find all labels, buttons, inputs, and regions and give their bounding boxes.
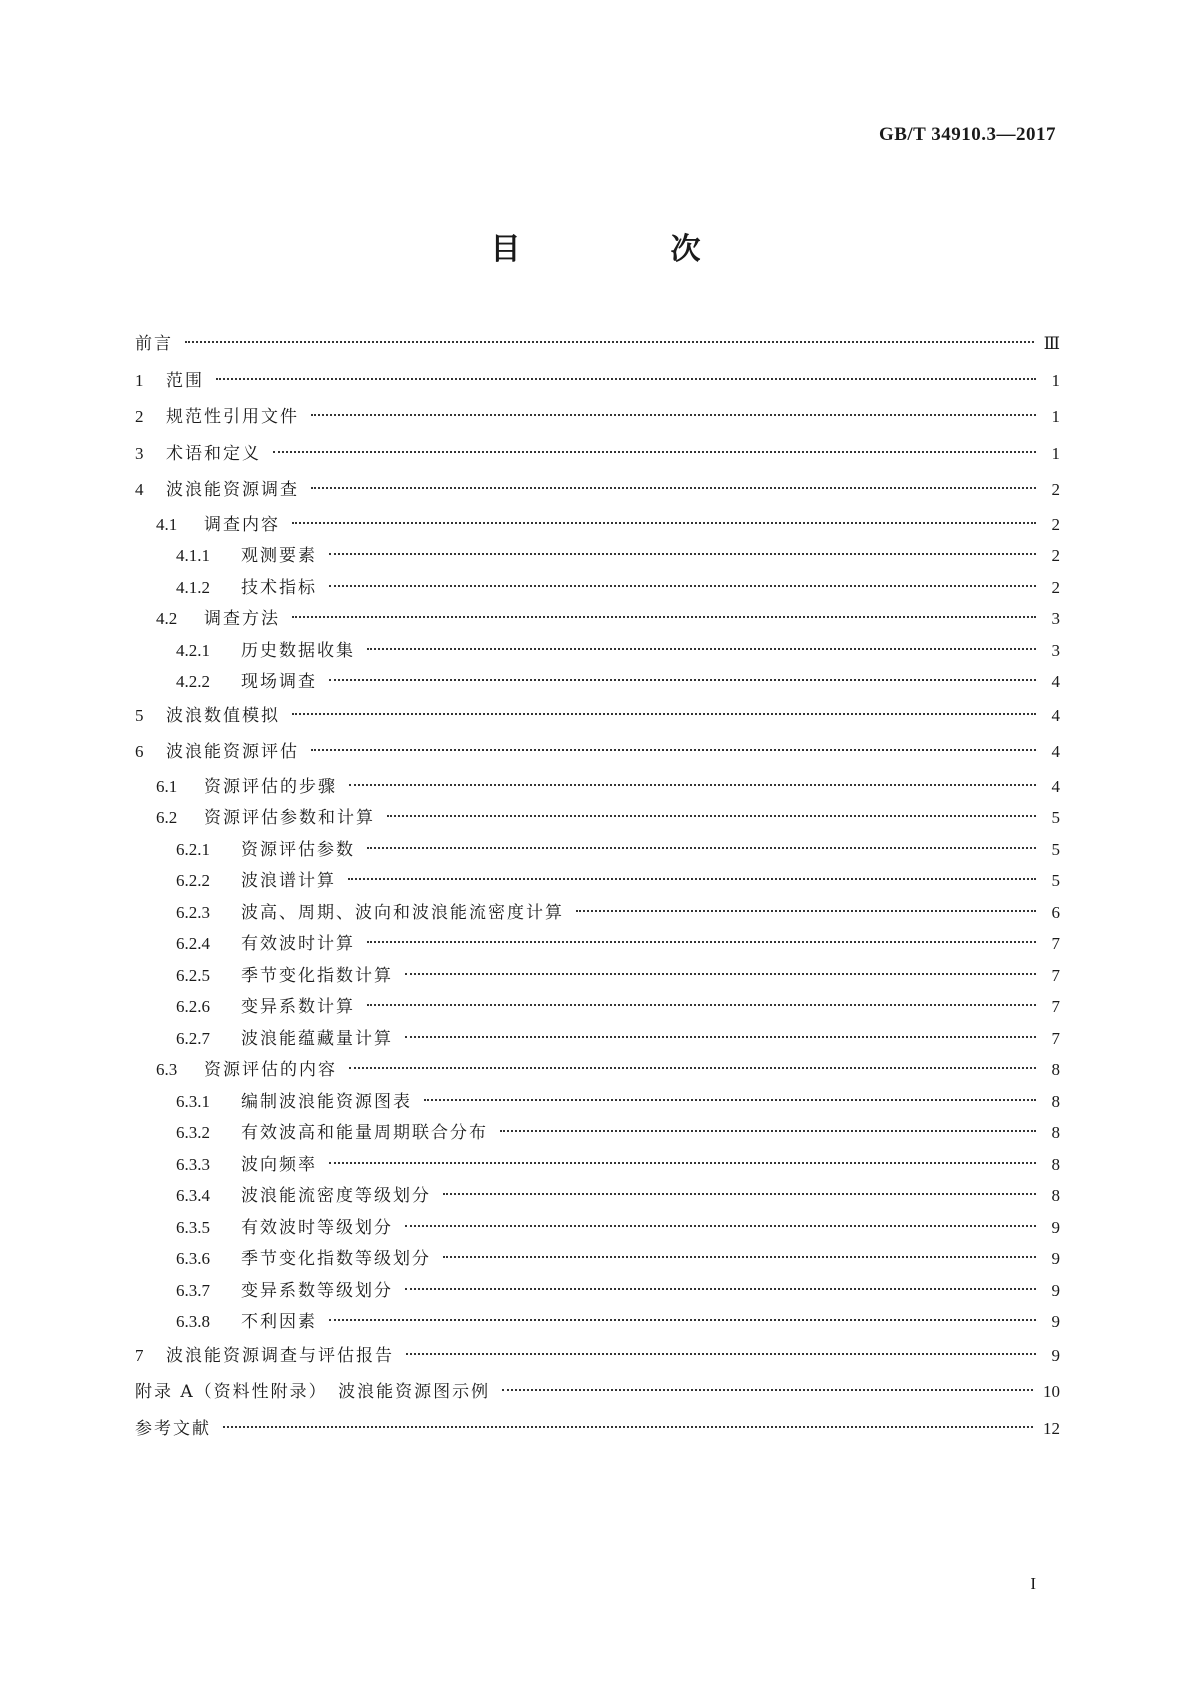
toc-entry-page: 7: [1051, 965, 1060, 985]
toc-entry[interactable]: [135, 698, 1060, 735]
toc-entry-number: 6.3.4: [176, 1186, 210, 1205]
toc-entry[interactable]: [135, 399, 1060, 436]
dot-leader: [329, 679, 1036, 681]
toc-entry-title: 波高、周期、波向和波浪能流密度计算: [241, 902, 564, 923]
dot-leader: [329, 1319, 1036, 1321]
toc-entry-page: 2: [1051, 514, 1060, 534]
toc-entry-number: 6.3.3: [176, 1154, 210, 1174]
dot-leader: [443, 1193, 1036, 1195]
dot-leader: [292, 713, 1036, 715]
dot-leader: [367, 847, 1036, 849]
toc-entry[interactable]: [135, 326, 1060, 363]
toc-entry[interactable]: [135, 540, 1060, 572]
dot-leader: [367, 1004, 1036, 1006]
toc-entry[interactable]: [135, 436, 1060, 473]
dot-leader: [367, 648, 1036, 650]
toc-entry-number: 5: [135, 705, 144, 725]
toc-entry[interactable]: [135, 1054, 1060, 1086]
dot-leader: [348, 878, 1036, 880]
table-of-contents: [135, 326, 1060, 1447]
toc-entry-title: 编制波浪能资源图表: [241, 1091, 412, 1112]
toc-entry-page: 9: [1051, 1312, 1060, 1331]
toc-entry-title: 有效波高和能量周期联合分布: [241, 1123, 488, 1143]
dot-leader: [443, 1256, 1036, 1258]
dot-leader: [406, 1353, 1036, 1355]
toc-entry[interactable]: [135, 666, 1060, 698]
toc-entry[interactable]: [135, 1117, 1060, 1149]
toc-entry-number: 7: [135, 1345, 144, 1365]
dot-leader: [292, 522, 1036, 524]
toc-entry-number: 6.2.4: [176, 934, 210, 953]
toc-entry-title: 参考文献: [135, 1418, 211, 1439]
toc-entry-page: 2: [1051, 577, 1060, 597]
toc-entry-page: 7: [1051, 997, 1060, 1016]
toc-entry-title: 季节变化指数等级划分: [241, 1249, 431, 1269]
toc-entry-title: 附录 A（资料性附录） 波浪能资源图示例: [135, 1382, 491, 1402]
dot-leader: [405, 973, 1036, 975]
toc-entry[interactable]: [135, 509, 1060, 541]
toc-entry-title: 资源评估的步骤: [204, 776, 337, 797]
toc-entry-page: 8: [1051, 1186, 1060, 1205]
toc-entry-title: 波浪数值模拟: [166, 705, 280, 726]
dot-leader: [367, 941, 1036, 943]
toc-entry-page: 5: [1051, 871, 1060, 890]
dot-leader: [185, 341, 1034, 343]
toc-entry-number: 6.3.2: [176, 1123, 210, 1142]
toc-entry[interactable]: [135, 1180, 1060, 1212]
toc-entry[interactable]: [135, 897, 1060, 929]
standard-number: GB/T 34910.3—2017: [878, 124, 1056, 145]
toc-entry-page: 9: [1051, 1345, 1060, 1365]
toc-entry-title: 不利因素: [241, 1312, 317, 1332]
dot-leader: [216, 378, 1036, 380]
toc-entry-page: 3: [1051, 609, 1060, 628]
toc-entry-page: 8: [1051, 1091, 1060, 1111]
toc-entry-page: 1: [1051, 443, 1060, 463]
toc-entry-title: 调查内容: [204, 514, 280, 535]
toc-entry-number: 6.3.6: [176, 1249, 210, 1268]
toc-entry[interactable]: [135, 834, 1060, 866]
toc-entry-page: 4: [1051, 742, 1060, 761]
toc-entry-title: 有效波时计算: [241, 934, 355, 954]
toc-entry-number: 6.1: [156, 776, 178, 796]
toc-entry-number: 6.2.1: [176, 839, 210, 859]
toc-entry-number: 6.3.5: [176, 1217, 210, 1237]
toc-entry-number: 6.2: [156, 808, 178, 827]
toc-entry-number: 6.2.6: [176, 997, 210, 1016]
toc-entry-title: 波浪能资源调查: [166, 480, 299, 500]
dot-leader: [329, 1162, 1036, 1164]
toc-entry-number: 4: [135, 480, 144, 499]
dot-leader: [329, 585, 1036, 587]
toc-entry[interactable]: [135, 1411, 1060, 1448]
toc-entry-number: 6.2.7: [176, 1028, 210, 1048]
toc-entry-page: 6: [1051, 902, 1060, 922]
toc-entry-page: 9: [1051, 1217, 1060, 1237]
dot-leader: [424, 1099, 1036, 1101]
toc-entry[interactable]: [135, 572, 1060, 604]
toc-entry-title: 资源评估参数和计算: [204, 808, 375, 828]
toc-entry[interactable]: [135, 1086, 1060, 1118]
dot-leader: [311, 749, 1036, 751]
toc-entry-title: 波浪能资源评估: [166, 742, 299, 762]
toc-entry[interactable]: [135, 771, 1060, 803]
dot-leader: [311, 487, 1036, 489]
toc-entry-title: 变异系数计算: [241, 997, 355, 1017]
toc-entry[interactable]: [135, 472, 1060, 509]
toc-entry-page: 9: [1051, 1249, 1060, 1268]
toc-entry-title: 季节变化指数计算: [241, 965, 393, 986]
toc-entry[interactable]: [135, 802, 1060, 834]
toc-entry-page: 3: [1051, 640, 1060, 660]
toc-entry-title: 变异系数等级划分: [241, 1280, 393, 1301]
toc-entry-title: 波向频率: [241, 1154, 317, 1175]
dot-leader: [223, 1426, 1033, 1428]
dot-leader: [349, 1067, 1036, 1069]
toc-entry-number: 4.1: [156, 514, 178, 534]
toc-entry-page: 8: [1051, 1060, 1060, 1079]
toc-entry-page: 10: [1043, 1382, 1060, 1401]
toc-entry[interactable]: [135, 603, 1060, 635]
toc-entry-title: 术语和定义: [166, 443, 261, 464]
toc-entry-number: 6.3.8: [176, 1312, 210, 1331]
toc-entry[interactable]: [135, 1374, 1060, 1411]
dot-leader: [329, 553, 1036, 555]
toc-entry[interactable]: [135, 1149, 1060, 1181]
toc-entry[interactable]: [135, 734, 1060, 771]
toc-entry-title: 有效波时等级划分: [241, 1217, 393, 1238]
dot-leader: [292, 616, 1036, 618]
toc-entry-page: 8: [1051, 1123, 1060, 1142]
toc-entry-title: 波浪谱计算: [241, 871, 336, 891]
toc-entry-title: 调查方法: [204, 609, 280, 629]
toc-entry-title: 历史数据收集: [241, 640, 355, 661]
toc-entry[interactable]: [135, 363, 1060, 400]
toc-entry-number: 3: [135, 443, 144, 463]
toc-entry-page: 4: [1051, 705, 1060, 725]
toc-entry-number: 1: [135, 370, 144, 390]
dot-leader: [387, 815, 1036, 817]
toc-entry-title: 波浪能资源调查与评估报告: [166, 1345, 394, 1366]
dot-leader: [405, 1036, 1036, 1038]
toc-entry-title: 范围: [166, 370, 204, 391]
toc-entry-number: 6.2.3: [176, 902, 210, 922]
dot-leader: [500, 1130, 1036, 1132]
toc-entry-title: 技术指标: [241, 577, 317, 598]
dot-leader: [576, 910, 1036, 912]
toc-entry-page: 2: [1051, 546, 1060, 565]
toc-entry-page: 9: [1051, 1280, 1060, 1300]
toc-entry-page: 12: [1043, 1418, 1060, 1438]
toc-entry-title: 波浪能蕴藏量计算: [241, 1028, 393, 1049]
toc-entry[interactable]: [135, 1212, 1060, 1244]
page-title: 目 次: [490, 232, 761, 267]
toc-entry-number: 4.2: [156, 609, 178, 628]
toc-entry-number: 4.2.2: [176, 672, 210, 691]
toc-entry-page: 8: [1051, 1154, 1060, 1174]
toc-entry[interactable]: [135, 960, 1060, 992]
toc-entry[interactable]: [135, 928, 1060, 960]
toc-entry-page: 5: [1051, 839, 1060, 859]
dot-leader: [273, 451, 1036, 453]
toc-entry-number: 6.2.2: [176, 871, 210, 890]
toc-entry-number: 2: [135, 407, 144, 426]
footer-page-number: I: [1030, 1574, 1036, 1593]
toc-entry[interactable]: [135, 991, 1060, 1023]
toc-entry-title: 观测要素: [241, 546, 317, 566]
toc-entry-page: 7: [1051, 934, 1060, 953]
toc-entry-number: 6.3.7: [176, 1280, 210, 1300]
toc-entry[interactable]: [135, 1023, 1060, 1055]
toc-entry[interactable]: [135, 865, 1060, 897]
toc-entry-number: 6.2.5: [176, 965, 210, 985]
toc-entry-title: 规范性引用文件: [166, 407, 299, 427]
toc-entry-page: 2: [1051, 480, 1060, 499]
dot-leader: [405, 1288, 1036, 1290]
toc-entry[interactable]: [135, 1306, 1060, 1338]
toc-entry[interactable]: [135, 635, 1060, 667]
toc-entry[interactable]: [135, 1338, 1060, 1375]
toc-entry-page: 4: [1051, 776, 1060, 796]
dot-leader: [502, 1389, 1033, 1391]
toc-entry-page: 7: [1051, 1028, 1060, 1048]
dot-leader: [349, 784, 1036, 786]
toc-entry-title: 现场调查: [241, 672, 317, 692]
toc-entry-page: 1: [1051, 407, 1060, 426]
toc-entry-number: 6.3: [156, 1060, 178, 1079]
toc-entry-title: 资源评估参数: [241, 839, 355, 860]
toc-entry[interactable]: [135, 1243, 1060, 1275]
toc-entry-number: 6.3.1: [176, 1091, 210, 1111]
toc-entry-page: 4: [1051, 672, 1060, 691]
toc-entry[interactable]: [135, 1275, 1060, 1307]
dot-leader: [311, 414, 1036, 416]
toc-entry-title: 前言: [135, 334, 173, 354]
toc-entry-page: 5: [1051, 808, 1060, 827]
toc-entry-number: 4.1.2: [176, 577, 210, 597]
toc-entry-page: Ⅲ: [1043, 334, 1060, 353]
toc-entry-number: 6: [135, 742, 144, 761]
toc-entry-number: 4.1.1: [176, 546, 210, 565]
toc-entry-title: 波浪能流密度等级划分: [241, 1186, 431, 1206]
toc-entry-title: 资源评估的内容: [204, 1060, 337, 1080]
toc-entry-number: 4.2.1: [176, 640, 210, 660]
dot-leader: [405, 1225, 1036, 1227]
toc-entry-page: 1: [1051, 370, 1060, 390]
